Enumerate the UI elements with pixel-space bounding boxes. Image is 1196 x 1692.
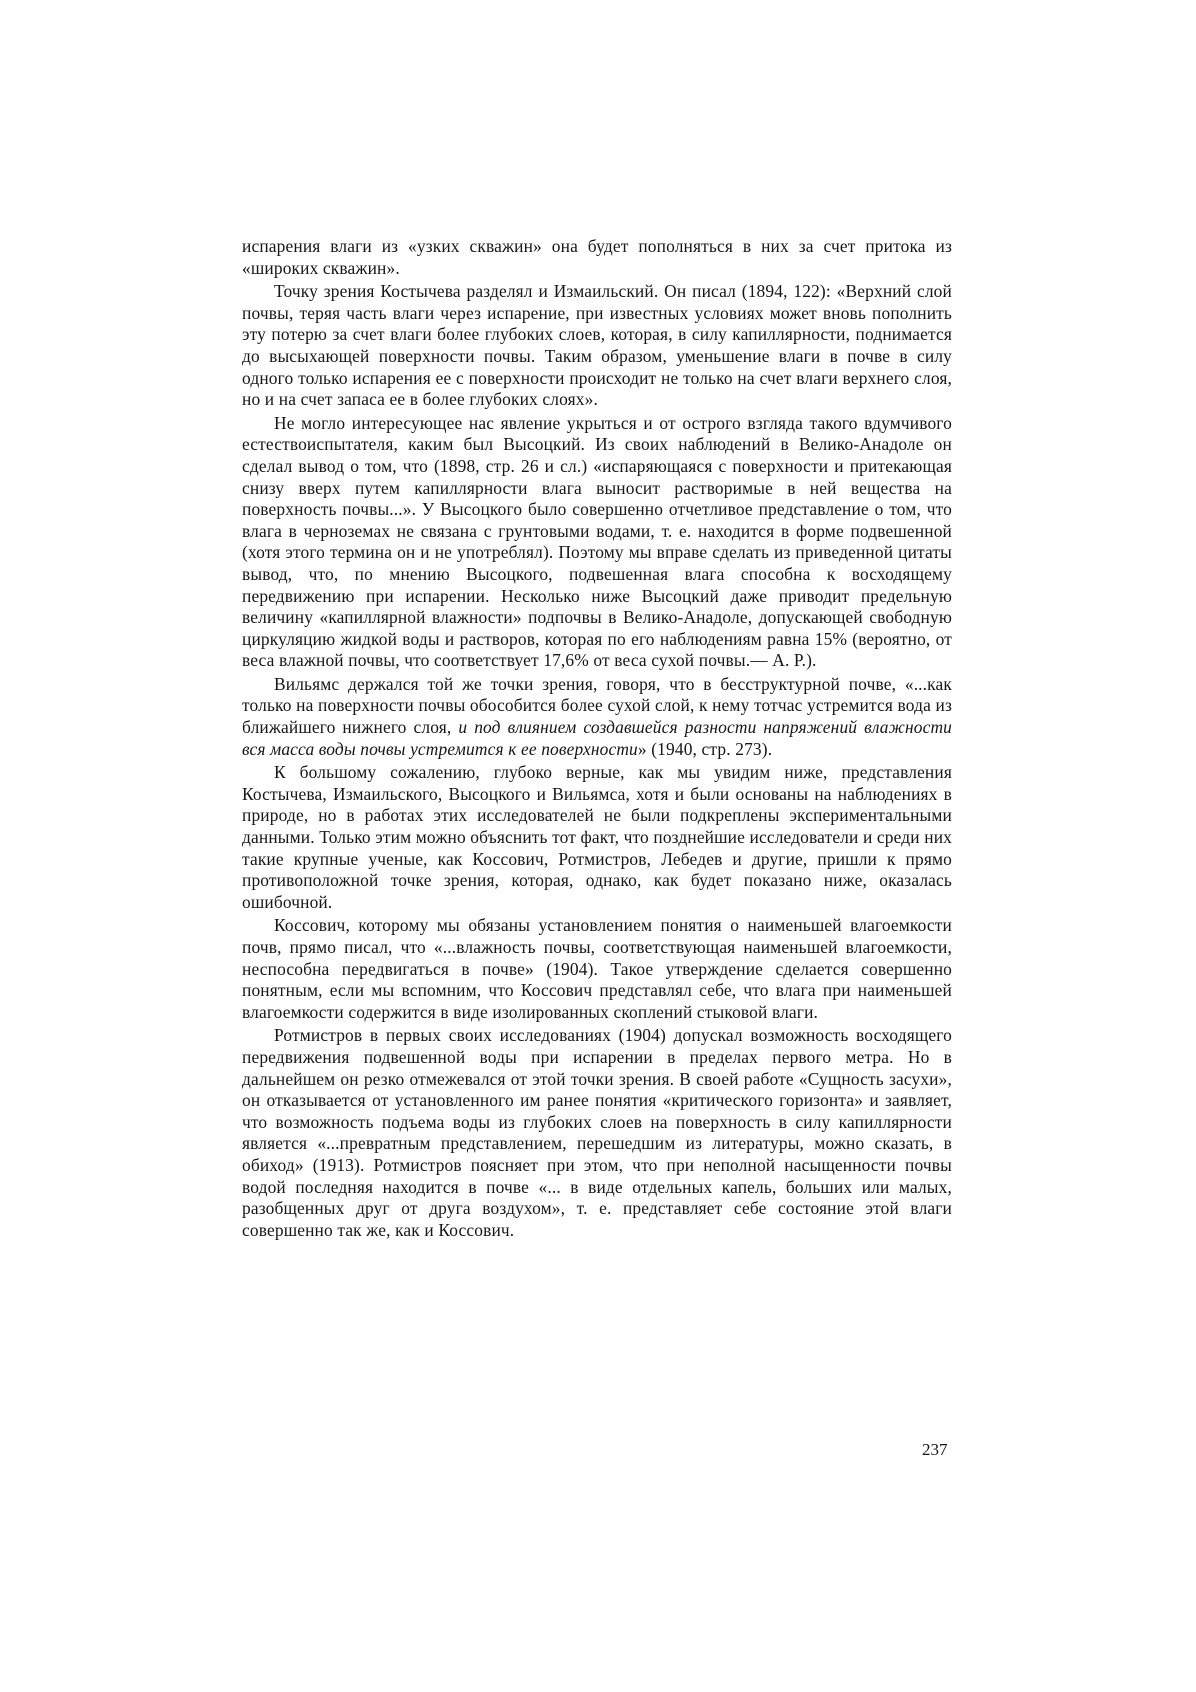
paragraph-7: Ротмистров в первых своих исследованиях (1904) допускал возможность восходящего передвижения подвешенной воды при испарении в пределах первого метра. Но в дальнейшем он резко отмежевался от этой точки зрения. В своей работе «Сущность засухи», он отказывается от установленного им ранее понятия «критического горизонта» и заявляет, что возможность подъема воды из глубоких слоев на поверхность в силу капиллярности является «...превратным представлением, перешедшим из литературы, можно сказать, в обиход» (1913). Ротмистров поясняет при этом, что при неполной насыщенности почвы водой последняя находится в почве «... в виде отдельных капель, больших или малых, разобщенных друг от друга воздухом», т. е. представляет себе состояние этой влаги совершенно так же, как и Коссович.: [242, 1025, 952, 1240]
paragraph-4-italic-quote: и под влиянием создавшейся разности напряжений влажности вся масса воды почвы устремится к ее поверхности: [242, 717, 952, 759]
body-text: [242, 236, 952, 1241]
paragraph-2: Точку зрения Костычева разделял и Измаильский. Он писал (1894, 122): «Верхний слой почвы, теряя часть влаги через испарение, при известных условиях может вновь пополнить эту потерю за счет влаги более глубоких слоев, которая, в силу капиллярности, поднимается до высыхающей поверхности почвы. Таким образом, уменьшение влаги в почве в силу одного только испарения ее с поверхности происходит не только на счет влаги верхнего слоя, но и на счет запаса ее в более глубоких слоях».: [242, 281, 952, 410]
paragraph-6: Коссович, которому мы обязаны установлением понятия о наименьшей влагоемкости почв, прямо писал, что «...влажность почвы, соответствующая наименьшей влагоемкости, неспособна передвигаться в почве» (1904). Такое утверждение сделается совершенно понятным, если мы вспомним, что Коссович представлял себе, что влага при наименьшей влагоемкости содержится в виде изолированных скоплений стыковой влаги.: [242, 915, 952, 1022]
paragraph-4: [242, 674, 952, 760]
paragraph-1: испарения влаги из «узких скважин» она будет пополняться в них за счет притока из «широких скважин».: [242, 236, 952, 278]
paragraph-4-text: Вильямс держался той же точки зрения, говоря, что в бесструктурной почве, «...как только на поверхности почвы обособится более сухой слой, к нему тотчас устремится вода из ближайшего нижнего слоя,: [242, 673, 952, 738]
paragraph-5: К большому сожалению, глубоко верные, как мы увидим ниже, представления Костычева, Измаильского, Высоцкого и Вильямса, хотя и были основаны на наблюдениях в природе, но в работах этих исследователей не были подкреплены экспериментальными данными. Только этим можно объяснить тот факт, что позднейшие исследователи и среди них такие крупные ученые, как Коссович, Ротмистров, Лебедев и другие, пришли к прямо противоположной точке зрения, которая, однако, как будет показано ниже, оказалась ошибочной.: [242, 762, 952, 912]
paragraph-3: Не могло интересующее нас явление укрыться и от острого взгляда такого вдумчивого естествоиспытателя, каким был Высоцкий. Из своих наблюдений в Велико-Анадоле он сделал вывод о том, что (1898, стр. 26 и сл.) «испаряющаяся с поверхности и притекающая снизу вверх путем капиллярности влага выносит растворимые в ней вещества на поверхность почвы...». У Высоцкого было совершенно отчетливое представление о том, что влага в черноземах не связана с грунтовыми водами, т. е. находится в форме подвешенной (хотя этого термина он и не употреблял). Поэтому мы вправе сделать из приведенной цитаты вывод, что, по мнению Высоцкого, подвешенная влага способна к восходящему передвижению при испарении. Несколько ниже Высоцкий даже приводит предельную величину «капиллярной влажности» подпочвы в Велико-Анадоле, допускающей свободную циркуляцию жидкой воды и растворов, которая по его наблюдениям равна 15% (вероятно, от веса влажной почвы, что соответствует 17,6% от веса сухой почвы.— А. Р.).: [242, 412, 952, 671]
paragraph-4-citation: » (1940, стр. 273).: [637, 738, 773, 759]
page-number: 237: [922, 1440, 948, 1459]
